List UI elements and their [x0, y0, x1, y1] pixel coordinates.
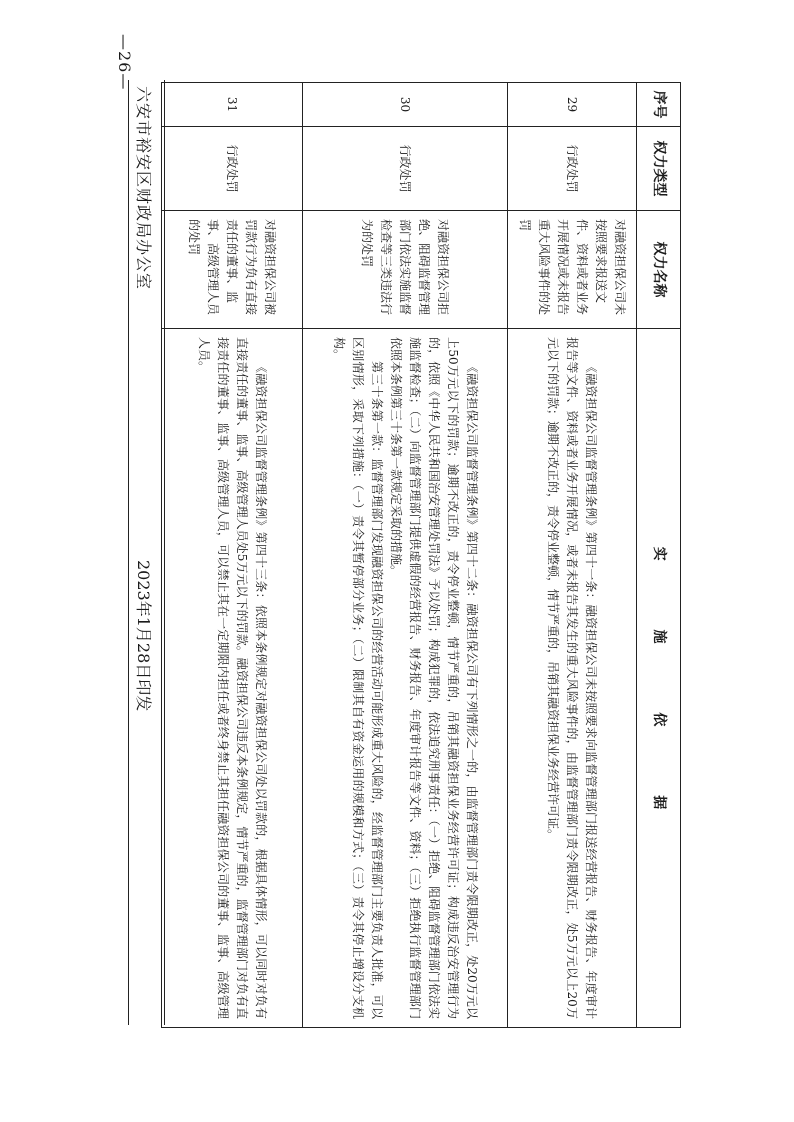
row-implementation-basis: [303, 329, 508, 1028]
row-power-type: 行政处罚: [508, 127, 637, 211]
header-serial-no: 序号: [637, 83, 681, 127]
issue-date: 2023年1月28日印发: [134, 560, 153, 712]
row-implementation-basis: [508, 329, 637, 1028]
basis-paragraph: 《融资担保公司监督管理条例》第四十二条：融资担保公司有下列情形之一的，由监督管理部门责令限期改正，处20万元以上50万元以下的罚款；逾期不改正的，责令停业整顿，情节严重的，吊销其融资担保业务经营许可证；构成违反治安管理行为的，依照《中华人民共和国治安管理处罚法》予以处罚；构成犯罪的，依法追究刑事责任：（一）拒绝、阻碍监督管理部门依法实施监督检查；（二）向监督管理部门提供虚假的经营报告、财务报告、年度审计报告等文件、资料；（三）拒绝执行监督管理部门依照本条例第三十条第一款规定采取的措施。: [389, 337, 479, 1019]
table-row: [508, 83, 637, 1028]
table-row: [303, 83, 508, 1028]
row-power-type: 行政处罚: [303, 127, 508, 211]
issuing-office: 六安市裕安区财政局办公室: [134, 86, 153, 291]
footer-bottom-rule: [128, 80, 129, 1025]
page-number: —26—: [115, 34, 134, 91]
footer-top-rule: [164, 80, 165, 1025]
header-power-type: 权力类型: [637, 127, 681, 211]
row-power-type: 行政处罚: [162, 127, 303, 211]
row-serial-no: 30: [303, 83, 508, 127]
power-list-table: [161, 82, 681, 1028]
header-implementation-basis: 实 施 依 据: [637, 329, 681, 1028]
row-power-name: 对融资担保公司未按照要求报送文件、资料或者业务开展情况或未报告重大风险事件的处罚: [508, 211, 637, 329]
table-header-row: [637, 83, 681, 1028]
table-row: [162, 83, 303, 1028]
row-serial-no: 31: [162, 83, 303, 127]
basis-paragraph: 《融资担保公司监督管理条例》第四十一条：融资担保公司未按照要求向监督管理部门报送经营报告、财务报告、年度审计报告等文件、资料或者业务开展情况，或者未报告其发生的重大风险事件的，由监督管理部门责令限期改正，处5万元以上20万元以下的罚款；逾期不改正的，责令停业整顿，情节严重的，吊销其融资担保业务经营许可证。: [546, 337, 599, 1019]
basis-paragraph: 《融资担保公司监督管理条例》第四十三条：依照本条例规定对融资担保公司处以罚款的，根据具体情形，可以同时对负有直接责任的董事、监事、高级管理人员处5万元以下的罚款。融资担保公司违反本条例规定，情节严重的，监督管理部门对负有直接责任的董事、监事、高级管理人员，可以禁止其在一定期限内担任或者终身禁止其担任融资担保公司的董事、监事、高级管理人员。: [197, 337, 268, 1019]
row-power-name: 对融资担保公司被罚款行为负有直接责任的董事、监事、高级管理人员的处罚: [162, 211, 303, 329]
basis-paragraph: 第三十条第一款：监督管理部门发现融资担保公司的经营活动可能形成重大风险的，经监督管理部门主要负责人批准，可以区别情形，采取下列措施：（一）责令其暂停部分业务；（二）限制其自有资金运用的规模和方式；（三）责令其停止增设分支机构。: [332, 337, 384, 1019]
row-serial-no: 29: [508, 83, 637, 127]
row-power-name: 对融资担保公司拒绝、阻碍监督管理部门依法实施监督检查等三类违法行为的处罚: [303, 211, 508, 329]
header-power-name: 权力名称: [637, 211, 681, 329]
row-implementation-basis: [162, 329, 303, 1028]
